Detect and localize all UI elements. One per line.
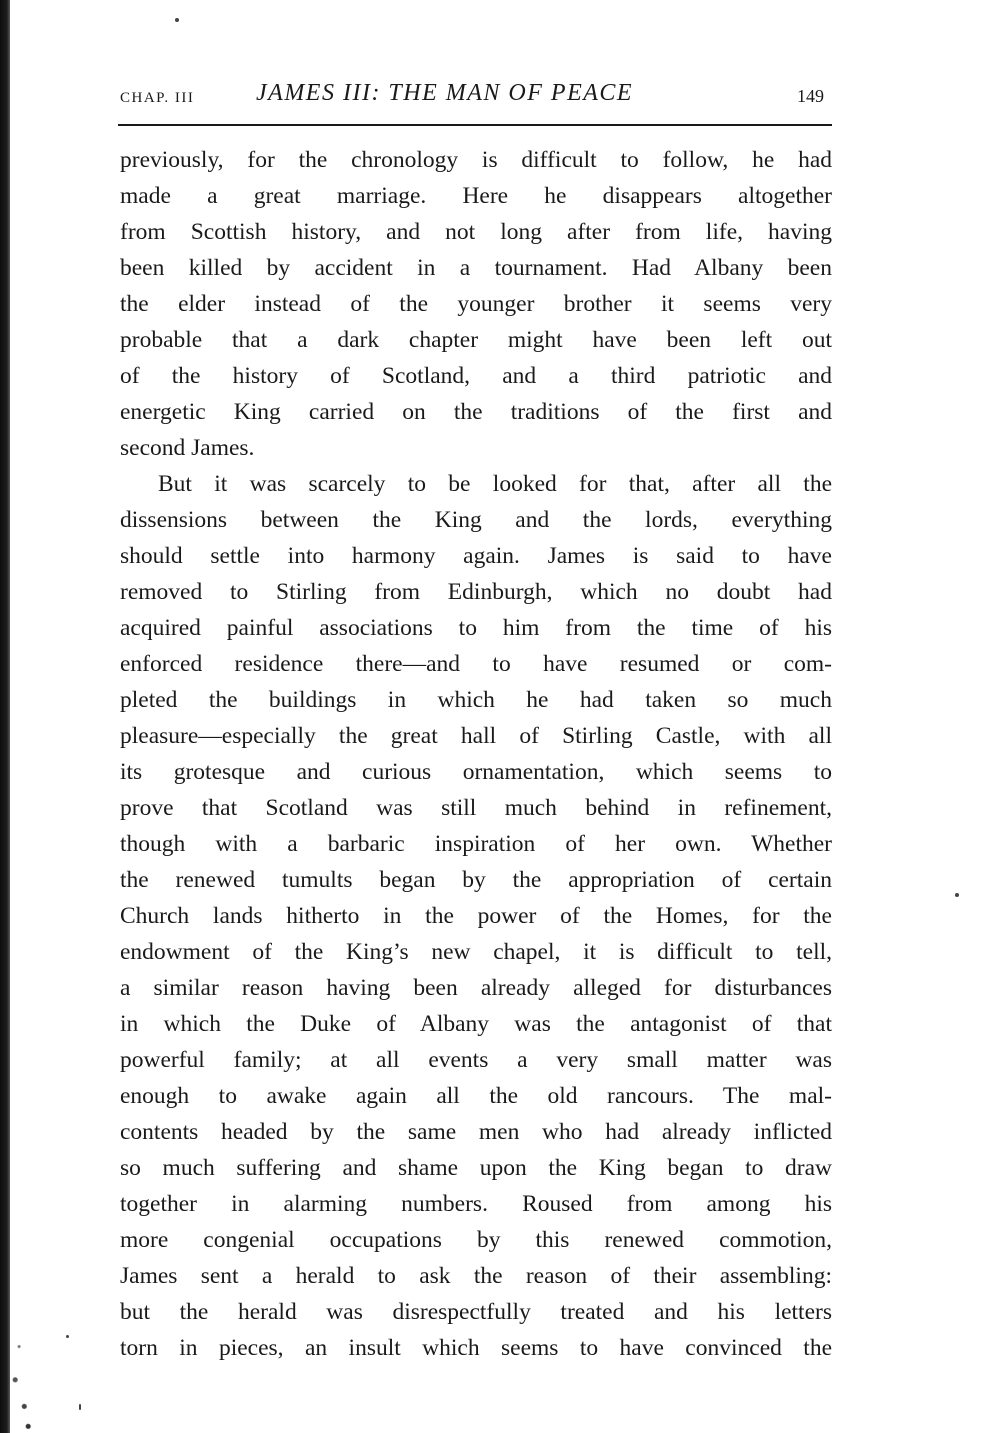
paragraph-first-line: But it was scarcely to be looked for that, after all the	[158, 471, 832, 497]
chapter-label: CHAP. III	[120, 90, 195, 106]
text-line: removed to Stirling from Edinburgh, which no doubt had	[120, 579, 832, 605]
text-line: torn in pieces, an insult which seems to have convinced the	[120, 1335, 832, 1361]
text-line: acquired painful associations to him from the time of his	[120, 615, 832, 641]
text-line: prove that Scotland was still much behind in refinement,	[120, 795, 832, 821]
text-line: a similar reason having been already alleged for disturbances	[120, 975, 832, 1001]
text-line: the renewed tumults began by the appropriation of certain	[120, 867, 832, 893]
text-line: from Scottish history, and not long after from life, having	[120, 219, 832, 245]
text-line: contents headed by the same men who had already inflicted	[120, 1119, 832, 1145]
text-line: dissensions between the King and the lords, everything	[120, 507, 832, 533]
text-line: though with a barbaric inspiration of her own. Whether	[120, 831, 832, 857]
text-line: previously, for the chronology is difficult to follow, he had	[120, 147, 832, 173]
text-line: its grotesque and curious ornamentation, which seems to	[120, 759, 832, 785]
text-line: made a great marriage. Here he disappears altogether	[120, 183, 832, 209]
ink-speck	[175, 18, 179, 22]
text-line: in which the Duke of Albany was the antagonist of that	[120, 1011, 832, 1037]
text-line: of the history of Scotland, and a third patriotic and	[120, 363, 832, 389]
text-line: energetic King carried on the traditions of the first and	[120, 399, 832, 425]
book-gutter-shadow	[0, 0, 10, 1433]
text-line: pleted the buildings in which he had taken so much	[120, 687, 832, 713]
text-line: but the herald was disrespectfully treated and his letters	[120, 1299, 832, 1325]
gutter-speckle	[10, 1300, 36, 1433]
text-line: probable that a dark chapter might have been left out	[120, 327, 832, 353]
ink-speck	[955, 893, 959, 897]
text-line: pleasure—especially the great hall of Stirling Castle, with all	[120, 723, 832, 749]
text-line: James sent a herald to ask the reason of their assembling:	[120, 1263, 832, 1289]
text-line: been killed by accident in a tournament. Had Albany been	[120, 255, 832, 281]
ink-speck	[79, 1404, 81, 1410]
text-line: should settle into harmony again. James is said to have	[120, 543, 832, 569]
page-number: 149	[797, 86, 824, 106]
text-line: powerful family; at all events a very small matter was	[120, 1047, 832, 1073]
text-line: the elder instead of the younger brother it seems very	[120, 291, 832, 317]
running-header	[120, 80, 832, 114]
running-title: JAMES III: THE MAN OF PEACE	[256, 80, 634, 106]
header-rule	[118, 124, 832, 126]
text-line: so much suffering and shame upon the King began to draw	[120, 1155, 832, 1181]
text-line: Church lands hitherto in the power of the Homes, for the	[120, 903, 832, 929]
text-line: enough to awake again all the old rancours. The mal-	[120, 1083, 832, 1109]
text-line: endowment of the King’s new chapel, it is difficult to tell,	[120, 939, 832, 965]
text-line: together in alarming numbers. Roused from among his	[120, 1191, 832, 1217]
text-line: enforced residence there—and to have resumed or com-	[120, 651, 832, 677]
ink-speck	[66, 1335, 69, 1338]
text-line: second James.	[120, 435, 255, 461]
text-line: more congenial occupations by this renewed commotion,	[120, 1227, 832, 1253]
body-text	[120, 145, 832, 1369]
